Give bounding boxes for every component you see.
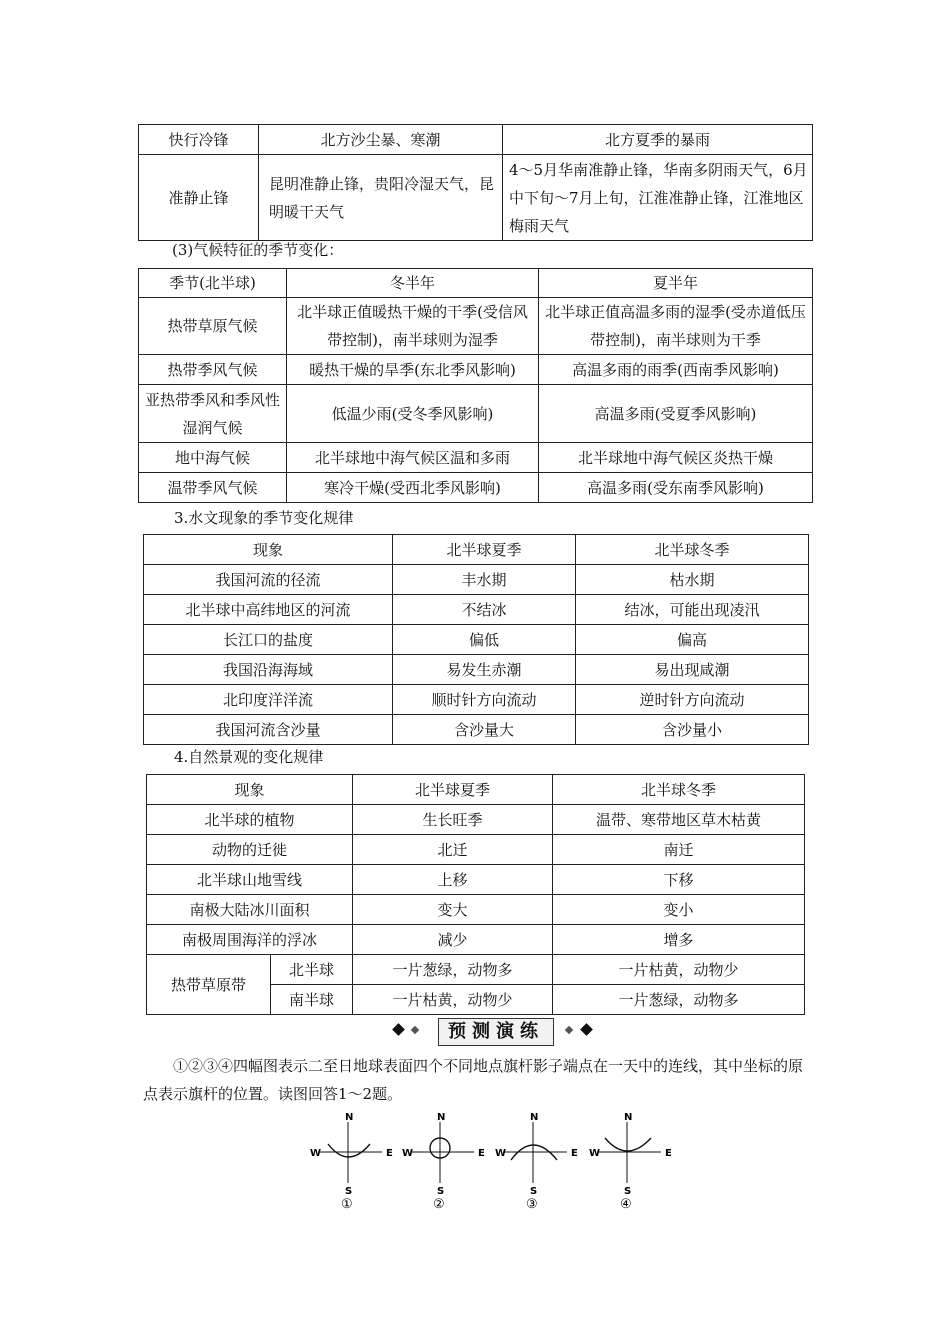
table-row: [144, 565, 809, 595]
section-caption-landscape: 4.自然景观的变化规律: [174, 748, 324, 766]
table-row: [147, 865, 805, 895]
table-cell: 我国河流含沙量: [144, 715, 393, 745]
question-body: ①②③④四幅图表示二至日地球表面四个不同地点旗杆影子端点在一天中的连线，其中坐标的原点表示旗杆的位置。读图回答1～2题。: [143, 1057, 804, 1103]
table-cell: 枯水期: [576, 565, 809, 595]
table-header: 冬半年: [287, 269, 539, 298]
table-cell: 不结冰: [393, 595, 576, 625]
table-header: 夏半年: [539, 269, 813, 298]
table-header: 现象: [144, 535, 393, 565]
west-label: W: [402, 1148, 414, 1159]
north-label: N: [530, 1112, 539, 1123]
table-cell: 北半球正值高温多雨的湿季(受赤道低压带控制)，南半球则为干季: [539, 298, 813, 355]
table-row: [144, 685, 809, 715]
table-row: [147, 775, 805, 805]
fronts-table: [138, 124, 813, 241]
table-cell: 易发生赤潮: [393, 655, 576, 685]
east-label: E: [386, 1148, 393, 1159]
figure-label: ①: [341, 1197, 353, 1212]
table-row: [139, 125, 813, 155]
east-label: E: [478, 1148, 485, 1159]
table-cell: 南半球: [271, 985, 353, 1015]
table-cell: 热带草原气候: [139, 298, 287, 355]
table-header: 现象: [147, 775, 353, 805]
table-cell: 北印度洋洋流: [144, 685, 393, 715]
diamond-icon: [565, 1026, 573, 1034]
west-label: W: [310, 1148, 322, 1159]
figure-label: ④: [620, 1197, 632, 1212]
table-row: [144, 625, 809, 655]
table-cell: 上移: [353, 865, 553, 895]
south-label: S: [530, 1186, 538, 1197]
table-header: 北半球冬季: [576, 535, 809, 565]
section-caption-hydro: 3.水文现象的季节变化规律: [174, 509, 354, 527]
table-cell: 温带、寒带地区草木枯黄: [553, 805, 805, 835]
table-cell: 一片枯黄，动物少: [553, 955, 805, 985]
table-cell: 昆明准静止锋，贵阳冷湿天气，昆明暖干天气: [259, 155, 503, 241]
table-cell: 北方沙尘暴、寒潮: [259, 125, 503, 155]
table-header: 季节(北半球): [139, 269, 287, 298]
table-cell: 北方夏季的暴雨: [503, 125, 813, 155]
table-cell: 北半球正值暖热干燥的干季(受信风带控制)，南半球则为湿季: [287, 298, 539, 355]
table-row: [139, 298, 813, 355]
table-cell: 北半球地中海气候区炎热干燥: [539, 443, 813, 473]
table-cell: 准静止锋: [139, 155, 259, 241]
north-label: N: [345, 1112, 354, 1123]
figure-label: ③: [526, 1197, 538, 1212]
table-cell: 快行冷锋: [139, 125, 259, 155]
table-cell: 低温少雨(受冬季风影响): [287, 385, 539, 443]
table-cell: 变大: [353, 895, 553, 925]
table-cell: 一片葱绿，动物多: [353, 955, 553, 985]
table-cell: 南极周围海洋的浮冰: [147, 925, 353, 955]
table-row: [144, 715, 809, 745]
table-cell: 减少: [353, 925, 553, 955]
table-cell: 增多: [553, 925, 805, 955]
table-cell: 逆时针方向流动: [576, 685, 809, 715]
diagram-2: [402, 1112, 485, 1212]
table-row: [139, 473, 813, 503]
diagram-1: [310, 1112, 393, 1212]
west-label: W: [589, 1148, 601, 1159]
hydro-table: [143, 534, 809, 745]
table-row: [144, 595, 809, 625]
west-label: W: [495, 1148, 507, 1159]
table-row: [139, 155, 813, 241]
table-cell: 寒冷干燥(受西北季风影响): [287, 473, 539, 503]
table-row: [147, 925, 805, 955]
table-row: [139, 443, 813, 473]
east-label: E: [571, 1148, 578, 1159]
east-label: E: [665, 1148, 672, 1159]
table-row: [139, 269, 813, 298]
table-row: [147, 805, 805, 835]
table-cell: 一片枯黄，动物少: [353, 985, 553, 1015]
table-cell: 含沙量小: [576, 715, 809, 745]
table-cell: 亚热带季风和季风性湿润气候: [139, 385, 287, 443]
banner-title: 预测演练: [438, 1018, 554, 1046]
table-cell: 变小: [553, 895, 805, 925]
table-cell: 南极大陆冰川面积: [147, 895, 353, 925]
diagram-3: [495, 1112, 578, 1212]
table-row: [139, 355, 813, 385]
table-row: [144, 655, 809, 685]
table-cell: 结冰，可能出现凌汛: [576, 595, 809, 625]
table-cell: 偏低: [393, 625, 576, 655]
shadow-diagrams: [305, 1108, 685, 1213]
north-label: N: [437, 1112, 446, 1123]
table-row: [147, 835, 805, 865]
table-header: 北半球夏季: [353, 775, 553, 805]
table-cell: 地中海气候: [139, 443, 287, 473]
south-label: S: [624, 1186, 632, 1197]
table-cell: 热带季风气候: [139, 355, 287, 385]
practice-banner: [390, 1017, 600, 1047]
section-caption-climate: (3)气候特征的季节变化：: [172, 241, 344, 259]
table-cell: 下移: [553, 865, 805, 895]
table-header: 北半球冬季: [553, 775, 805, 805]
table-row: [144, 535, 809, 565]
figure-label: ②: [433, 1197, 445, 1212]
table-cell: 一片葱绿，动物多: [553, 985, 805, 1015]
south-label: S: [437, 1186, 445, 1197]
table-cell: 高温多雨(受东南季风影响): [539, 473, 813, 503]
climate-table: [138, 268, 813, 503]
table-cell: 生长旺季: [353, 805, 553, 835]
table-cell: 我国河流的径流: [144, 565, 393, 595]
table-cell: 含沙量大: [393, 715, 576, 745]
diamond-icon: [580, 1023, 593, 1036]
landscape-table: [146, 774, 805, 1015]
table-cell: 长江口的盐度: [144, 625, 393, 655]
table-header: 北半球夏季: [393, 535, 576, 565]
table-row: [147, 955, 805, 985]
table-cell: 高温多雨(受夏季风影响): [539, 385, 813, 443]
table-cell: 易出现咸潮: [576, 655, 809, 685]
diamond-icon: [392, 1023, 405, 1036]
table-cell: 北半球中高纬地区的河流: [144, 595, 393, 625]
table-cell: 热带草原带: [147, 955, 271, 1015]
table-cell: 丰水期: [393, 565, 576, 595]
table-cell: 北半球的植物: [147, 805, 353, 835]
diamond-icon: [411, 1026, 419, 1034]
table-cell: 我国沿海海域: [144, 655, 393, 685]
table-row: [147, 895, 805, 925]
table-cell: 北半球: [271, 955, 353, 985]
north-label: N: [624, 1112, 633, 1123]
table-cell: 北半球地中海气候区温和多雨: [287, 443, 539, 473]
table-cell: 温带季风气候: [139, 473, 287, 503]
question-text: [143, 1052, 808, 1108]
south-label: S: [345, 1186, 353, 1197]
table-cell: 偏高: [576, 625, 809, 655]
table-cell: 北迁: [353, 835, 553, 865]
table-cell: 南迁: [553, 835, 805, 865]
table-cell: 顺时针方向流动: [393, 685, 576, 715]
table-cell: 高温多雨的雨季(西南季风影响): [539, 355, 813, 385]
table-cell: 暖热干燥的旱季(东北季风影响): [287, 355, 539, 385]
table-row: [139, 385, 813, 443]
table-cell: 北半球山地雪线: [147, 865, 353, 895]
table-cell: 4～5月华南准静止锋，华南多阴雨天气，6月中下旬～7月上旬，江淮准静止锋，江淮地区梅雨天气: [503, 155, 813, 241]
table-cell: 动物的迁徙: [147, 835, 353, 865]
diagram-4: [589, 1112, 672, 1212]
